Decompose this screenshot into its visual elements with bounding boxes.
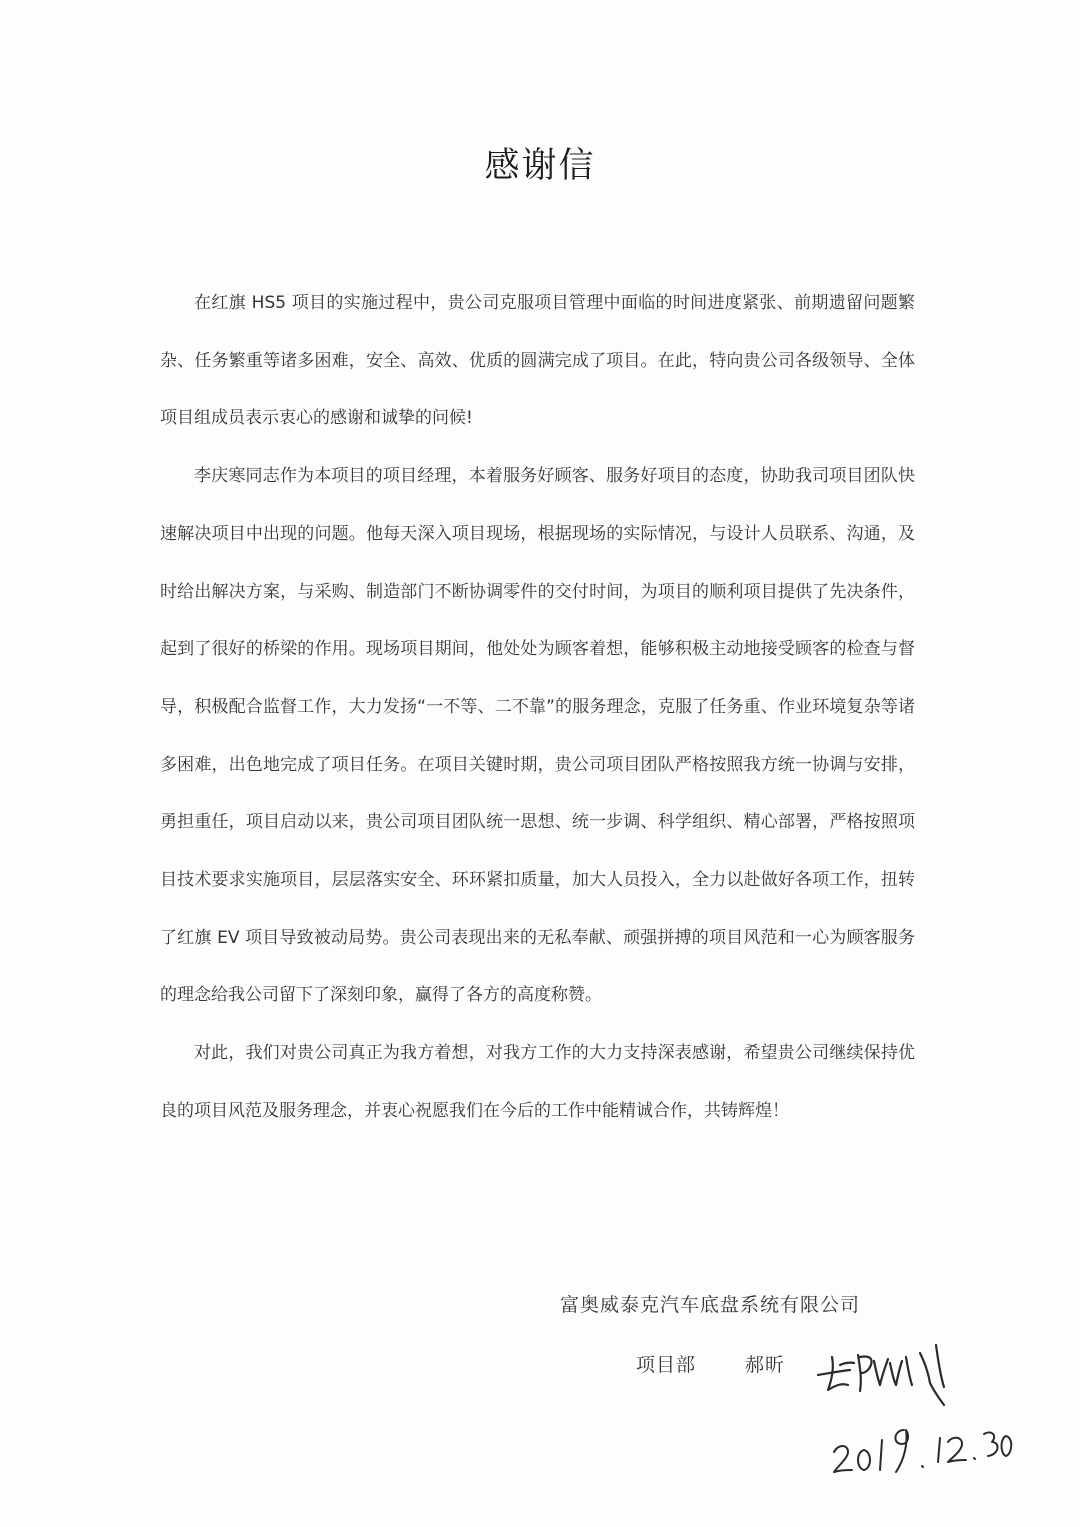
signature-company: 富奥威泰克汽车底盘系统有限公司 (560, 1294, 861, 1316)
paragraph-1: 在红旗 HS5 项目的实施过程中，贵公司克服项目管理中面临的时间进度紧张、前期遗留问题繁杂、任务繁重等诸多困难，安全、高效、优质的圆满完成了项目。在此，特向贵公司各级领导、全体项目组成员表示衷心的感谢和诚挚的问候! (160, 293, 915, 429)
letter-body (160, 275, 915, 1141)
signature-department: 项目部 (636, 1354, 697, 1376)
paragraph-3: 对此，我们对贵公司真正为我方着想，对我方工作的大力支持深表感谢，希望贵公司继续保持优良的项目风范及服务理念，并衷心祝愿我们在今后的工作中能精诚合作，共铸辉煌！ (160, 1043, 915, 1121)
signature-person: 郝昕 (745, 1354, 786, 1376)
handwritten-signature-icon (810, 1335, 970, 1415)
handwritten-date-icon (830, 1410, 1015, 1480)
letter-title: 感谢信 (484, 146, 596, 186)
paragraph-2: 李庆寒同志作为本项目的项目经理，本着服务好顾客、服务好项目的态度，协助我司项目团队快速解决项目中出现的问题。他每天深入项目现场，根据现场的实际情况，与设计人员联系、沟通，及时给出解决方案，与采购、制造部门不断协调零件的交付时间，为项目的顺利项目提供了先决条件，起到了很好的桥梁的作用。现场项目期间，他处处为顾客着想，能够积极主动地接受顾客的检查与督导，积极配合监督工作，大力发扬“一不等、二不靠”的服务理念，克服了任务重、作业环境复杂等诸多困难，出色地完成了项目任务。在项目关键时期，贵公司项目团队严格按照我方统一协调与安排，勇担重任，项目启动以来，贵公司项目团队统一思想、统一步调、科学组织、精心部署，严格按照项目技术要求实施项目，层层落实安全、环环紧扣质量，加大人员投入，全力以赴做好各项工作，扭转了红旗 EV 项目导致被动局势。贵公司表现出来的无私奉献、顽强拼搏的项目风范和一心为顾客服务的理念给我公司留下了深刻印象，赢得了各方的高度称赞。 (160, 466, 915, 1006)
